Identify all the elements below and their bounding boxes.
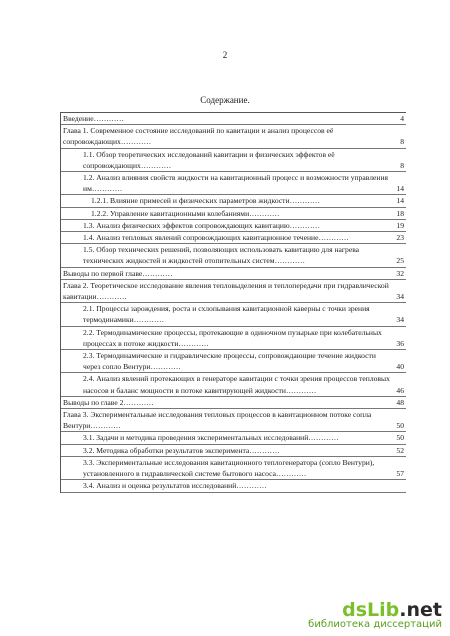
toc-entry xyxy=(61,409,406,432)
toc-entry-text: Глава 3. Экспериментальные исследования тепловых процессов в кавитационном потоке сопла Вентури………… xyxy=(63,410,372,431)
toc-entry-text: 3.1. Задачи и методика проведения экспериментальных исследований………… xyxy=(83,433,339,443)
toc-entry xyxy=(61,149,406,172)
toc-entry-page: 4 xyxy=(400,114,404,123)
toc-entry-page: 50 xyxy=(396,433,404,443)
toc-entry-text: Выводы по главе 2………… xyxy=(63,397,154,407)
toc-entry xyxy=(61,327,406,350)
toc-entry-text: Глава 2. Теоретическое исследование явления тепловыделения и теплопередачи при гидравлической кавитации………… xyxy=(63,280,389,302)
toc-entry-page: 40 xyxy=(396,362,404,372)
toc-entry-page: 48 xyxy=(396,397,404,407)
toc-entry xyxy=(61,232,406,244)
toc-entry-page: 23 xyxy=(396,233,404,243)
toc-entry xyxy=(61,195,406,207)
toc-entry-page: 14 xyxy=(396,196,404,206)
toc-entry-page: 34 xyxy=(396,292,404,302)
toc-entry-page: 8 xyxy=(400,160,404,170)
toc-title: Содержание. xyxy=(200,95,250,105)
toc-entry-text: 1.4. Анализ тепловых явлений сопровождающих кавитационное течение………… xyxy=(83,233,349,243)
toc-entry-text: 2.3. Термодинамические и гидравлические процессы, сопровождающие течение жидкости через сопло Вентури………… xyxy=(83,351,376,372)
toc-entry-text: 1.5. Обзор технических решений, позволяющих использовать кавитацию для нагрева технических жидкостей и жидкостей отопительных систем………… xyxy=(83,245,360,266)
logo-main: dsLib xyxy=(342,599,400,621)
toc-entry xyxy=(61,268,406,280)
watermark-subtitle: библиотека диссертаций xyxy=(308,619,442,630)
toc-entry-text: 2.4. Анализ явлений протекающих в генераторе кавитации с точки зрения процессов тепловых насосов и баланс мощности в потоке кавитирующей жидкости………… xyxy=(83,374,390,395)
toc-entry-text: Выводы по первой главе………… xyxy=(63,268,173,278)
toc xyxy=(60,112,406,493)
toc-entry xyxy=(61,457,406,480)
toc-entry xyxy=(61,244,406,267)
toc-entry xyxy=(61,445,406,457)
watermark xyxy=(308,599,442,630)
watermark-logo[interactable] xyxy=(308,599,442,621)
toc-entry-text: 2.1. Процессы зарождения, роста и схлопывания кавитационной каверны с точки зрения термодинамики………… xyxy=(83,304,370,325)
toc-entry xyxy=(61,373,406,396)
toc-entry-text: 1.2.2. Управление кавитационными колебаниями………… xyxy=(91,208,280,218)
toc-entry-page: 8 xyxy=(400,137,404,147)
toc-entry xyxy=(61,172,406,195)
toc-entry xyxy=(61,350,406,373)
toc-entry-text: 1.3. Анализ физических эффектов сопровождающих кавитацию………… xyxy=(83,220,321,230)
toc-entry xyxy=(61,397,406,409)
toc-entry-page: 25 xyxy=(396,256,404,266)
toc-entry-page: 34 xyxy=(396,315,404,325)
toc-entry xyxy=(61,432,406,444)
toc-entry-text: 1.1. Обзор теоретических исследований кавитации и физических эффектов её сопровождающих………… xyxy=(83,149,335,170)
toc-entry-text: 3.3. Экспериментальные исследования кавитационного теплогенератора (сопло Вентури), установленного в гидравлической системе бытового насоса………… xyxy=(83,457,375,479)
toc-entry-page: 18 xyxy=(396,208,404,218)
toc-entry xyxy=(61,220,406,232)
toc-entry-page: 50 xyxy=(396,421,404,431)
toc-entry-text: 3.2. Методика обработки результатов эксперимента………… xyxy=(83,445,280,455)
logo-tld: .net xyxy=(399,599,442,621)
toc-entry-page: 52 xyxy=(396,445,404,455)
toc-entry-text: 3.4. Анализ и оценка результатов исследований………… xyxy=(83,481,267,491)
page-number: 2 xyxy=(222,50,228,60)
toc-entry xyxy=(61,303,406,326)
toc-entry xyxy=(61,280,406,303)
toc-entry-text: 2.2. Термодинамические процессы, протекающие в одиночном пузырьке при колебательных процессах в потоке жидкости………… xyxy=(83,327,382,348)
toc-entry-page: 19 xyxy=(396,220,404,230)
toc-entry-page: 46 xyxy=(396,385,404,395)
toc-entry-page: 36 xyxy=(396,338,404,348)
toc-entry xyxy=(61,125,406,148)
toc-entry-page: 14 xyxy=(396,184,404,194)
toc-entry-page: 32 xyxy=(396,268,404,278)
toc-entry xyxy=(61,113,406,125)
toc-entry xyxy=(61,480,406,492)
toc-entry-text: Глава 1. Современное состояние исследований по кавитации и анализ процессов её сопровождающих………… xyxy=(63,126,334,147)
toc-entry xyxy=(61,208,406,220)
toc-entry-text: 1.2.1. Влияние примесей и физических параметров жидкости………… xyxy=(91,196,320,206)
toc-entry-page: 57 xyxy=(396,469,404,479)
toc-entry-text: Введение………… xyxy=(63,114,124,123)
toc-entry-text: 1.2. Анализ влияния свойств жидкости на кавитационный процесс и возможности управления им………… xyxy=(83,173,389,194)
